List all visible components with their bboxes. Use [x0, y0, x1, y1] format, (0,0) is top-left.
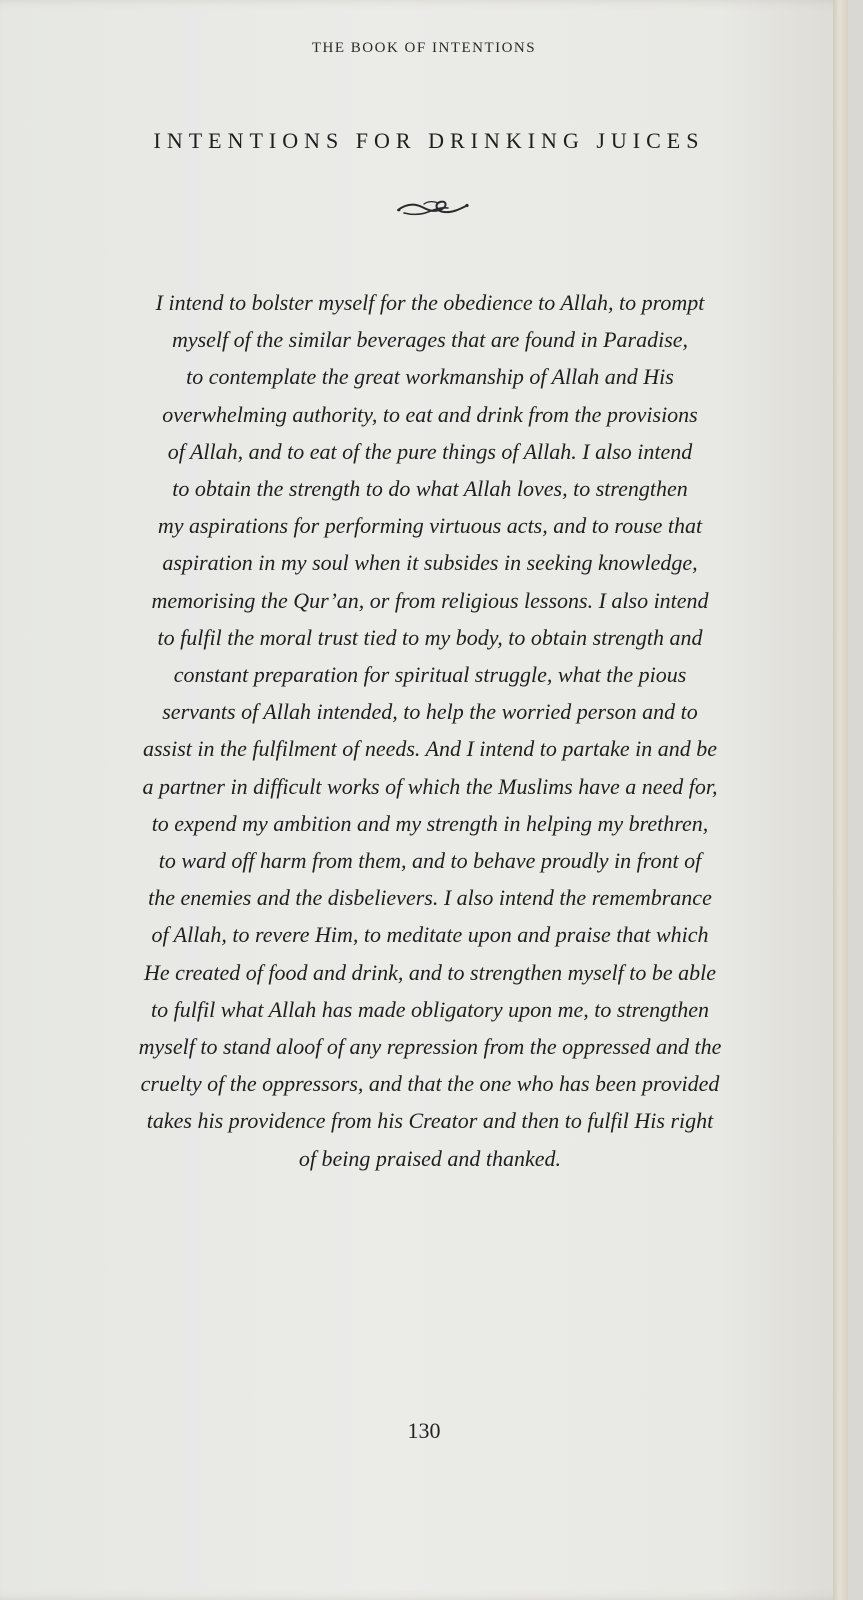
text-line: memorising the Qur’an, or from religious lessons. I also intend — [151, 587, 709, 613]
text-line: to ward off harm from them, and to behave proudly in front of — [158, 848, 702, 874]
page-number: 130 — [407, 1418, 441, 1443]
text-line: to fulfil what Allah has made obligatory upon me, to strengthen — [151, 996, 709, 1022]
text-line: takes his providence from his Creator and then to fulfil His right — [146, 1108, 714, 1134]
text-line: of Allah, and to eat of the pure things of Allah. I also intend — [167, 438, 693, 464]
text-line: to expend my ambition and my strength in helping my brethren, — [151, 810, 709, 836]
body-paragraph — [80, 284, 780, 1177]
page-edge — [833, 0, 848, 1600]
text-line: myself of the similar beverages that are found in Paradise, — [171, 327, 689, 353]
text-line: cruelty of the oppressors, and that the one who has been provided — [140, 1071, 720, 1097]
text-line: my aspirations for performing virtuous acts, and to rouse that — [157, 513, 703, 539]
text-line: to contemplate the great workmanship of Allah and His — [186, 364, 674, 390]
text-line: assist in the fulfilment of needs. And I intend to partake in and be — [143, 736, 717, 762]
flourish-ornament-icon — [394, 195, 474, 221]
text-line: He created of food and drink, and to strengthen myself to be able — [143, 959, 717, 985]
text-line: myself to stand aloof of any repression from the oppressed and the — [138, 1034, 722, 1060]
text-line: a partner in difficult works of which the Muslims have a need for, — [142, 773, 718, 799]
text-line: servants of Allah intended, to help the worried person and to — [162, 699, 698, 725]
text-line: the enemies and the disbelievers. I also intend the remembrance — [148, 885, 712, 911]
text-line: aspiration in my soul when it subsides in seeking knowledge, — [162, 550, 698, 576]
text-line: to obtain the strength to do what Allah loves, to strengthen — [172, 476, 688, 502]
text-line: constant preparation for spiritual struggle, what the pious — [173, 662, 687, 688]
chapter-title: INTENTIONS FOR DRINKING JUICES — [153, 128, 705, 153]
text-line: I intend to bolster myself for the obedience to Allah, to prompt — [155, 290, 705, 315]
text-line: of being praised and thanked. — [298, 1145, 562, 1171]
text-line: of Allah, to revere Him, to meditate upon and praise that which — [151, 922, 709, 948]
text-line: to fulfil the moral trust tied to my body, to obtain strength and — [157, 624, 703, 650]
running-head: THE BOOK OF INTENTIONS — [311, 40, 537, 56]
text-line: overwhelming authority, to eat and drink from the provisions — [162, 401, 698, 427]
